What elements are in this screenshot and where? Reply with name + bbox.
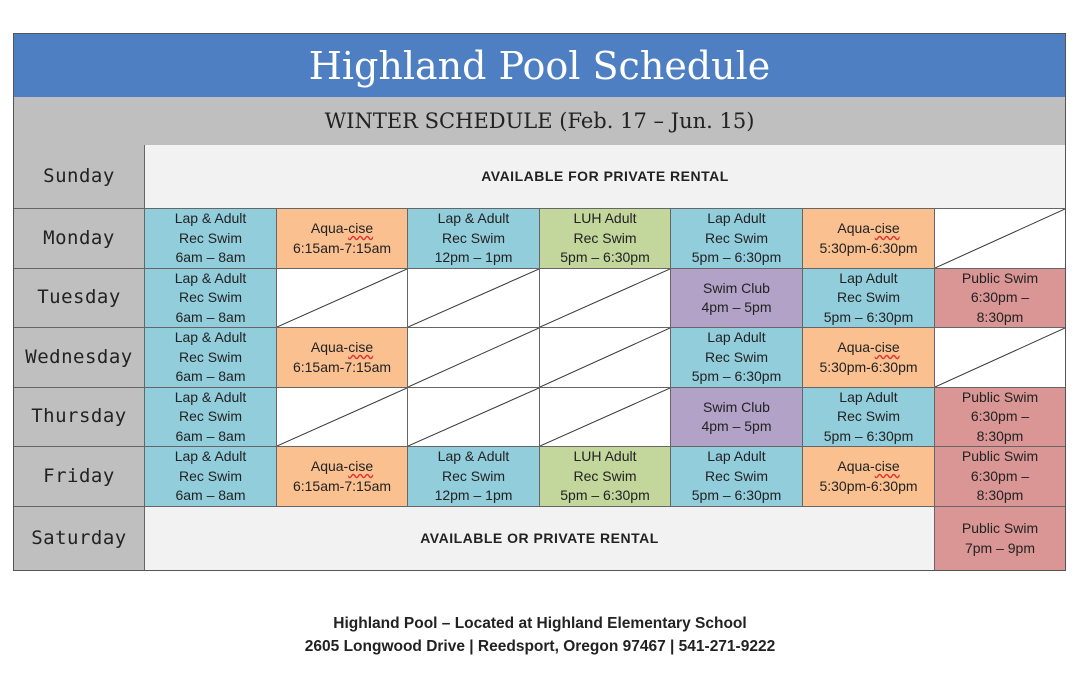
wednesday-empty-slot (408, 328, 540, 388)
monday-lap-adult-rec-swim-evening: Lap Adult Rec Swim 5pm – 6:30pm (671, 209, 803, 269)
thursday-lap-adult-rec-swim-evening: Lap Adult Rec Swim 5pm – 6:30pm (803, 388, 935, 447)
day-thursday: Thursday (14, 388, 145, 447)
day-sunday: Sunday (14, 145, 145, 209)
monday-luh-adult-rec-swim: LUH Adult Rec Swim 5pm – 6:30pm (540, 209, 671, 269)
wednesday-aqua-cise-morning: Aqua-cise 6:15am-7:15am (277, 328, 408, 388)
monday-aqua-cise-morning: Aqua-cise 6:15am-7:15am (277, 209, 408, 269)
monday-empty-slot (935, 209, 1065, 269)
day-monday: Monday (14, 209, 145, 269)
footer-address: 2605 Longwood Drive | Reedsport, Oregon 97467 | 541-271-9222 (304, 638, 776, 655)
tuesday-lap-adult-rec-swim-morning: Lap & Adult Rec Swim 6am – 8am (145, 269, 277, 328)
sunday-private-rental: AVAILABLE FOR PRIVATE RENTAL (145, 145, 1065, 209)
friday-lap-adult-rec-swim-evening: Lap Adult Rec Swim 5pm – 6:30pm (671, 447, 803, 507)
day-friday: Friday (14, 447, 145, 507)
friday-aqua-cise-evening: Aqua-cise 5:30pm-6:30pm (803, 447, 935, 507)
friday-aqua-cise-morning: Aqua-cise 6:15am-7:15am (277, 447, 408, 507)
saturday-public-swim: Public Swim 7pm – 9pm (935, 507, 1065, 570)
friday-luh-adult-rec-swim: LUH Adult Rec Swim 5pm – 6:30pm (540, 447, 671, 507)
tuesday-empty-slot (408, 269, 540, 328)
tuesday-empty-slot (540, 269, 671, 328)
saturday-private-rental: AVAILABLE OR PRIVATE RENTAL (145, 507, 935, 570)
tuesday-swim-club: Swim Club 4pm – 5pm (671, 269, 803, 328)
thursday-empty-slot (540, 388, 671, 447)
schedule-table (13, 33, 1066, 571)
thursday-lap-adult-rec-swim-morning: Lap & Adult Rec Swim 6am – 8am (145, 388, 277, 447)
tuesday-empty-slot (277, 269, 408, 328)
wednesday-lap-adult-rec-swim-evening: Lap Adult Rec Swim 5pm – 6:30pm (671, 328, 803, 388)
wednesday-aqua-cise-evening: Aqua-cise 5:30pm-6:30pm (803, 328, 935, 388)
day-saturday: Saturday (14, 507, 145, 570)
tuesday-public-swim: Public Swim 6:30pm – 8:30pm (935, 269, 1065, 328)
tuesday-lap-adult-rec-swim-evening: Lap Adult Rec Swim 5pm – 6:30pm (803, 269, 935, 328)
monday-lap-adult-rec-swim-morning: Lap & Adult Rec Swim 6am – 8am (145, 209, 277, 269)
wednesday-lap-adult-rec-swim-morning: Lap & Adult Rec Swim 6am – 8am (145, 328, 277, 388)
monday-aqua-cise-evening: Aqua-cise 5:30pm-6:30pm (803, 209, 935, 269)
thursday-empty-slot (408, 388, 540, 447)
friday-lap-adult-rec-swim-morning: Lap & Adult Rec Swim 6am – 8am (145, 447, 277, 507)
schedule-title: Highland Pool Schedule (14, 34, 1065, 98)
day-tuesday: Tuesday (14, 269, 145, 328)
thursday-public-swim: Public Swim 6:30pm – 8:30pm (935, 388, 1065, 447)
friday-public-swim: Public Swim 6:30pm – 8:30pm (935, 447, 1065, 507)
day-wednesday: Wednesday (14, 328, 145, 388)
thursday-empty-slot (277, 388, 408, 447)
schedule-subtitle: WINTER SCHEDULE (Feb. 17 – Jun. 15) (14, 97, 1065, 146)
monday-lap-adult-rec-swim-noon: Lap & Adult Rec Swim 12pm – 1pm (408, 209, 540, 269)
friday-lap-adult-rec-swim-noon: Lap & Adult Rec Swim 12pm – 1pm (408, 447, 540, 507)
wednesday-empty-slot (540, 328, 671, 388)
thursday-swim-club: Swim Club 4pm – 5pm (671, 388, 803, 447)
wednesday-empty-slot (935, 328, 1065, 388)
footer-location: Highland Pool – Located at Highland Elementary School (333, 615, 747, 632)
